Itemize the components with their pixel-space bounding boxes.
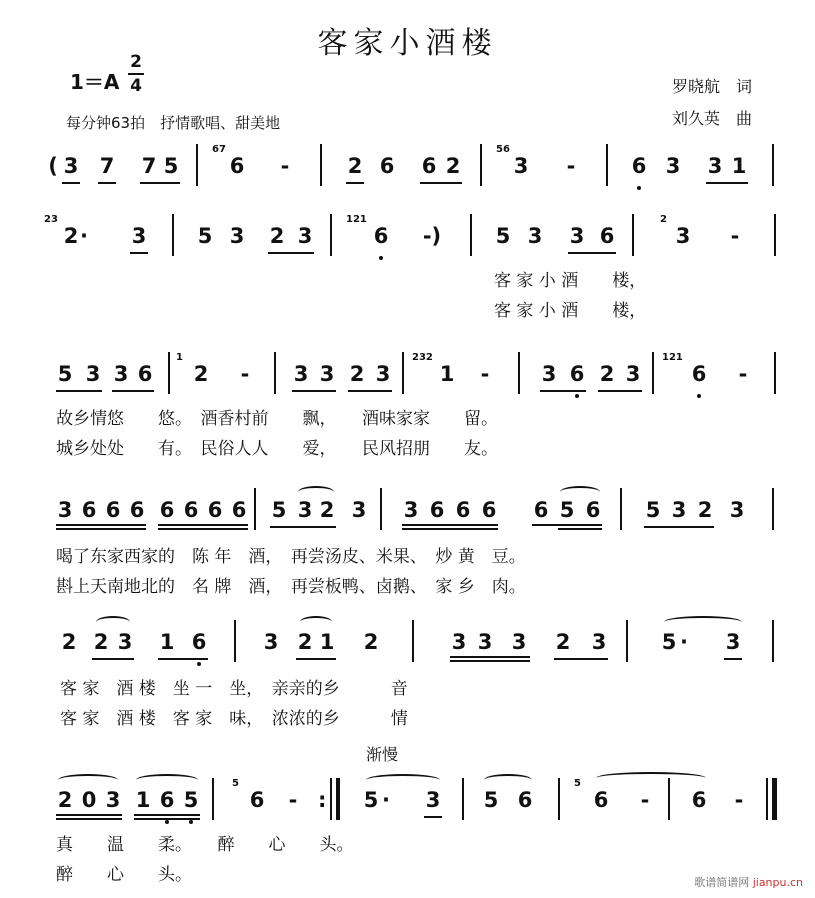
barline xyxy=(652,352,654,394)
low-octave-dot xyxy=(189,820,193,824)
note: 3 xyxy=(511,630,527,654)
note: 5 xyxy=(163,154,179,178)
note: - xyxy=(480,362,490,386)
beam xyxy=(270,526,336,528)
note: 6 xyxy=(137,362,153,386)
note: 3 xyxy=(117,630,133,654)
beam xyxy=(56,528,146,530)
note: 3 xyxy=(675,224,691,248)
note: 2 xyxy=(57,788,73,812)
note: - xyxy=(288,788,298,812)
note: 3 xyxy=(131,224,147,248)
note: 3 xyxy=(297,498,313,522)
grace-notes: 5 xyxy=(232,778,239,789)
lyric-line: 真 温 柔。 醉 心 头。 xyxy=(56,835,354,855)
composer-credit: 刘久英 曲 xyxy=(672,109,753,128)
barline xyxy=(196,144,198,186)
beam xyxy=(112,390,154,392)
note: 3 xyxy=(57,498,73,522)
barline xyxy=(606,144,608,186)
note: 2 xyxy=(555,630,571,654)
low-octave-dot xyxy=(575,394,579,398)
note: 6 xyxy=(231,498,247,522)
note: 1 xyxy=(135,788,151,812)
barline xyxy=(212,778,214,820)
note: 3 xyxy=(105,788,121,812)
barline xyxy=(668,778,670,820)
note: 0 xyxy=(81,788,97,812)
lyric-line: 醉 心 头。 xyxy=(56,865,192,885)
grace-notes: 2 xyxy=(660,214,667,225)
grace-notes: 1 xyxy=(176,352,183,363)
lyric-line: 故乡情悠 悠。 酒香村前 飘， 酒味家家 留。 xyxy=(56,409,498,429)
paren-open: ( xyxy=(48,154,58,178)
time-signature-top: 2 xyxy=(130,52,142,72)
note: 6 xyxy=(159,498,175,522)
grace-notes: 67 xyxy=(212,144,226,155)
note: 6 xyxy=(191,630,207,654)
beam xyxy=(56,524,146,526)
note: 5 xyxy=(645,498,661,522)
beam xyxy=(134,818,200,820)
note: 3 xyxy=(625,362,641,386)
lyric-line: 喝了东家西家的 陈 年 酒， 再尝汤皮、米果、 炒 黄 豆。 xyxy=(56,547,526,567)
barline xyxy=(234,620,236,662)
barline xyxy=(330,214,332,256)
beam xyxy=(402,528,498,530)
note: 3 xyxy=(113,362,129,386)
tie xyxy=(596,772,706,784)
note: 3 xyxy=(403,498,419,522)
beam xyxy=(598,390,642,392)
note: 5 xyxy=(483,788,499,812)
note: 6 xyxy=(159,788,175,812)
beam xyxy=(402,524,498,526)
note: 2 xyxy=(347,154,363,178)
barline xyxy=(480,144,482,186)
note: - xyxy=(280,154,290,178)
note: 3 xyxy=(229,224,245,248)
note: 3 xyxy=(541,362,557,386)
final-barline-thick xyxy=(772,778,777,820)
note: 6 xyxy=(379,154,395,178)
lyricist-credit: 罗晓航 词 xyxy=(672,77,753,96)
barline xyxy=(774,352,776,394)
note: 7 xyxy=(99,154,115,178)
note: 3 xyxy=(671,498,687,522)
note: 5 xyxy=(271,498,287,522)
beam xyxy=(130,252,148,254)
dotted-mark: · xyxy=(680,630,688,654)
dotted-mark: · xyxy=(80,224,88,248)
note: 5 xyxy=(183,788,199,812)
note: 6 xyxy=(585,498,601,522)
note: 2 xyxy=(193,362,209,386)
grace-notes: 23 xyxy=(44,214,58,225)
grace-notes: 121 xyxy=(346,214,367,225)
note: 2 xyxy=(697,498,713,522)
note: 3 xyxy=(63,154,79,178)
note: 3 xyxy=(477,630,493,654)
barline xyxy=(632,214,634,256)
note: 3 xyxy=(297,224,313,248)
low-octave-dot xyxy=(697,394,701,398)
beam xyxy=(268,252,314,254)
grace-notes: 232 xyxy=(412,352,433,363)
beam xyxy=(532,524,602,526)
note: 3 xyxy=(527,224,543,248)
note: -) xyxy=(422,224,442,248)
watermark-text: 歌谱简谱网 xyxy=(694,876,750,889)
slur xyxy=(298,486,334,498)
time-signature-bottom: 4 xyxy=(130,76,142,96)
barline xyxy=(518,352,520,394)
note: 6 xyxy=(593,788,609,812)
low-octave-dot xyxy=(197,662,201,666)
grace-notes: 5 xyxy=(574,778,581,789)
note: 3 xyxy=(725,630,741,654)
beam xyxy=(424,816,442,818)
beam xyxy=(554,658,608,660)
note: - xyxy=(240,362,250,386)
note: - xyxy=(734,788,744,812)
note: 2 xyxy=(269,224,285,248)
note: 6 xyxy=(207,498,223,522)
beam xyxy=(706,182,748,184)
note: 5 xyxy=(57,362,73,386)
note: 3 xyxy=(85,362,101,386)
watermark xyxy=(694,874,803,890)
beam xyxy=(348,390,392,392)
note: - xyxy=(566,154,576,178)
repeat-barline-thick xyxy=(336,778,340,820)
slur xyxy=(560,486,600,498)
note: 2 xyxy=(297,630,313,654)
note: 1 xyxy=(159,630,175,654)
low-octave-dot xyxy=(165,820,169,824)
beam xyxy=(450,656,530,658)
note: 3 xyxy=(375,362,391,386)
tempo-change-marking: 渐慢 xyxy=(366,745,399,764)
slur xyxy=(366,774,440,786)
barline xyxy=(254,488,256,530)
barline xyxy=(772,144,774,186)
watermark-url: jianpu.cn xyxy=(752,876,803,889)
repeat-dots: : xyxy=(318,788,327,812)
grace-notes: 121 xyxy=(662,352,683,363)
tempo-marking: 每分钟63拍 抒情歌唱、甜美地 xyxy=(66,114,281,132)
key-signature: 1＝A xyxy=(70,70,120,94)
time-signature xyxy=(128,52,144,96)
note: - xyxy=(730,224,740,248)
note: 3 xyxy=(729,498,745,522)
beam xyxy=(140,182,180,184)
note: 3 xyxy=(707,154,723,178)
note: 6 xyxy=(429,498,445,522)
note: 3 xyxy=(665,154,681,178)
barline xyxy=(320,144,322,186)
staff-system-1 xyxy=(0,140,815,200)
staff-system-3 xyxy=(0,348,815,468)
barline xyxy=(620,488,622,530)
note: 6 xyxy=(691,788,707,812)
beam xyxy=(56,814,122,816)
dotted-mark: · xyxy=(382,788,390,812)
barline xyxy=(402,352,404,394)
barline xyxy=(772,620,774,662)
note: 5 xyxy=(559,498,575,522)
final-barline-thin xyxy=(766,778,768,820)
beam xyxy=(292,390,336,392)
beam xyxy=(420,182,462,184)
repeat-barline xyxy=(330,778,332,820)
note: 1 xyxy=(319,630,335,654)
barline xyxy=(274,352,276,394)
note: 3 xyxy=(263,630,279,654)
lyric-line: 客 家 小 酒 楼， xyxy=(494,271,647,291)
note: 3 xyxy=(319,362,335,386)
beam xyxy=(644,526,714,528)
note: 3 xyxy=(293,362,309,386)
note: 2 xyxy=(319,498,335,522)
note: 6 xyxy=(533,498,549,522)
note: 2 xyxy=(349,362,365,386)
page-title: 客家小酒楼 xyxy=(317,26,498,61)
note: 6 xyxy=(455,498,471,522)
beam xyxy=(62,182,80,184)
beam xyxy=(158,524,248,526)
note: 3 xyxy=(425,788,441,812)
note: 7 xyxy=(141,154,157,178)
beam xyxy=(568,252,616,254)
note: 3 xyxy=(591,630,607,654)
note: 5 xyxy=(363,788,379,812)
staff-system-5 xyxy=(0,626,815,736)
note: 6 xyxy=(373,224,389,248)
barline xyxy=(626,620,628,662)
beam xyxy=(98,182,116,184)
lyric-line: 斟上天南地北的 名 牌 酒， 再尝板鸭、卤鹅、 家 乡 肉。 xyxy=(56,577,526,597)
note: 6 xyxy=(517,788,533,812)
lyric-line: 客 家 小 酒 楼， xyxy=(494,301,647,321)
note: 5 xyxy=(661,630,677,654)
barline xyxy=(172,214,174,256)
grace-notes: 56 xyxy=(496,144,510,155)
barline xyxy=(168,352,170,394)
time-signature-bar xyxy=(128,73,144,75)
lyric-line: 客 家 酒 楼 坐 一 坐， 亲亲的乡 音 xyxy=(60,679,408,699)
beam xyxy=(558,528,602,530)
note: 5 xyxy=(197,224,213,248)
note: - xyxy=(738,362,748,386)
note: 6 xyxy=(105,498,121,522)
barline xyxy=(774,214,776,256)
note: 2 xyxy=(63,224,79,248)
note: 2 xyxy=(599,362,615,386)
beam xyxy=(56,818,122,820)
beam xyxy=(346,182,364,184)
slur xyxy=(96,616,130,628)
beam xyxy=(724,658,742,660)
beam xyxy=(540,390,586,392)
note: 6 xyxy=(569,362,585,386)
beam xyxy=(296,658,336,660)
beam xyxy=(92,658,134,660)
note: 5 xyxy=(495,224,511,248)
note: 6 xyxy=(183,498,199,522)
slur xyxy=(58,774,118,786)
note: 2 xyxy=(445,154,461,178)
note: 1 xyxy=(439,362,455,386)
note: 6 xyxy=(691,362,707,386)
slur xyxy=(484,774,532,786)
barline xyxy=(558,778,560,820)
note: 3 xyxy=(513,154,529,178)
note: 2 xyxy=(363,630,379,654)
note: 6 xyxy=(631,154,647,178)
note: 6 xyxy=(421,154,437,178)
note: 3 xyxy=(451,630,467,654)
lyric-line: 客 家 酒 楼 客 家 味， 浓浓的乡 情 xyxy=(60,709,408,729)
note: - xyxy=(640,788,650,812)
note: 3 xyxy=(351,498,367,522)
slur xyxy=(664,616,742,628)
note: 6 xyxy=(229,154,245,178)
beam xyxy=(56,390,102,392)
slur xyxy=(300,616,332,628)
barline xyxy=(412,620,414,662)
note: 2 xyxy=(61,630,77,654)
staff-system-2 xyxy=(0,210,815,330)
staff-system-4 xyxy=(0,488,815,608)
barline xyxy=(772,488,774,530)
slur xyxy=(136,774,198,786)
barline xyxy=(380,488,382,530)
barline xyxy=(462,778,464,820)
beam xyxy=(134,814,200,816)
note: 6 xyxy=(481,498,497,522)
note: 6 xyxy=(81,498,97,522)
note: 2 xyxy=(93,630,109,654)
note: 6 xyxy=(599,224,615,248)
staff-system-6 xyxy=(0,778,815,894)
lyric-line: 城乡处处 有。 民俗人人 爱， 民风招朋 友。 xyxy=(56,439,498,459)
note: 1 xyxy=(731,154,747,178)
note: 6 xyxy=(129,498,145,522)
beam xyxy=(158,658,208,660)
low-octave-dot xyxy=(379,256,383,260)
beam xyxy=(158,528,248,530)
barline xyxy=(470,214,472,256)
low-octave-dot xyxy=(637,186,641,190)
beam xyxy=(450,660,530,662)
note: 3 xyxy=(569,224,585,248)
note: 6 xyxy=(249,788,265,812)
